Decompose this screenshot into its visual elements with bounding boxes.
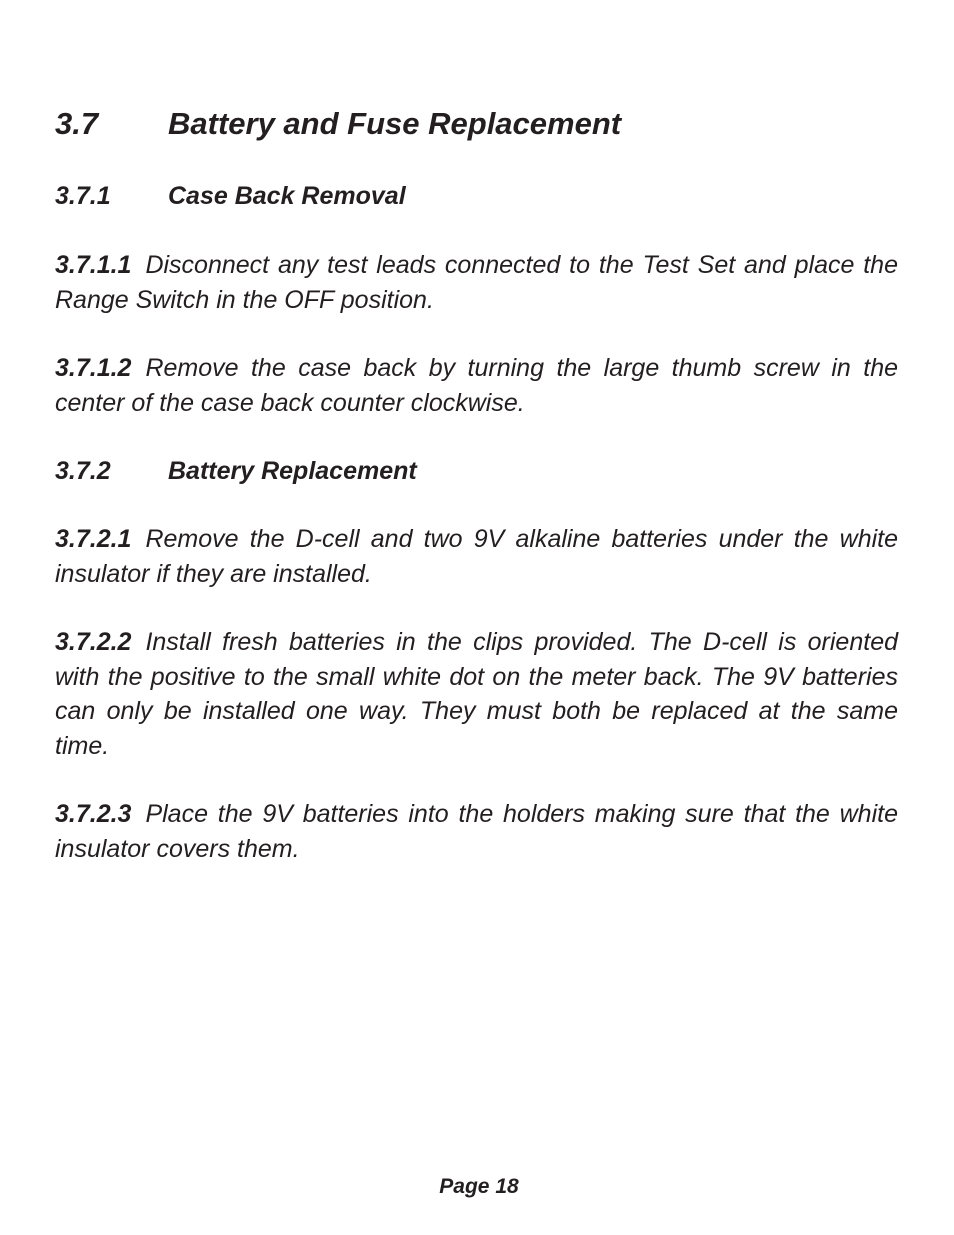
- paragraph-3-7-2-3: [55, 797, 898, 866]
- paragraph-text: Remove the case back by turning the large thumb screw in the center of the case back counter clockwise.: [55, 354, 898, 417]
- paragraph-number: 3.7.2.3: [55, 800, 132, 828]
- paragraph-number: 3.7.1.1: [55, 251, 132, 279]
- page-number: Page 18: [439, 1175, 519, 1198]
- subsection-heading-battery-replacement: [55, 454, 417, 488]
- subsection-number: 3.7.1: [55, 182, 111, 210]
- paragraph-number: 3.7.2.2: [55, 628, 132, 656]
- paragraph-text: Remove the D-cell and two 9V alkaline batteries under the white insulator if they are installed.: [55, 525, 898, 588]
- section-number: 3.7: [55, 106, 99, 141]
- subsection-title: Battery Replacement: [168, 457, 417, 485]
- paragraph-text: Disconnect any test leads connected to the Test Set and place the Range Switch in the OFF position.: [55, 251, 898, 314]
- paragraph-3-7-1-2: [55, 351, 898, 420]
- section-heading: [55, 104, 621, 144]
- paragraph-3-7-1-1: [55, 248, 898, 317]
- paragraph-text: Place the 9V batteries into the holders making sure that the white insulator covers them.: [55, 800, 898, 863]
- paragraph-3-7-2-1: [55, 522, 898, 591]
- subsection-number: 3.7.2: [55, 457, 111, 485]
- paragraph-text: Install fresh batteries in the clips provided. The D-cell is oriented with the positive to the small white dot on the meter back. The 9V batteries can only be installed one way. They must both be replaced at the same time.: [55, 628, 898, 760]
- subsection-title: Case Back Removal: [168, 182, 406, 210]
- paragraph-number: 3.7.2.1: [55, 525, 132, 553]
- paragraph-number: 3.7.1.2: [55, 354, 132, 382]
- paragraph-3-7-2-2: [55, 625, 898, 763]
- section-title: Battery and Fuse Replacement: [168, 106, 622, 141]
- subsection-heading-case-back-removal: [55, 179, 406, 213]
